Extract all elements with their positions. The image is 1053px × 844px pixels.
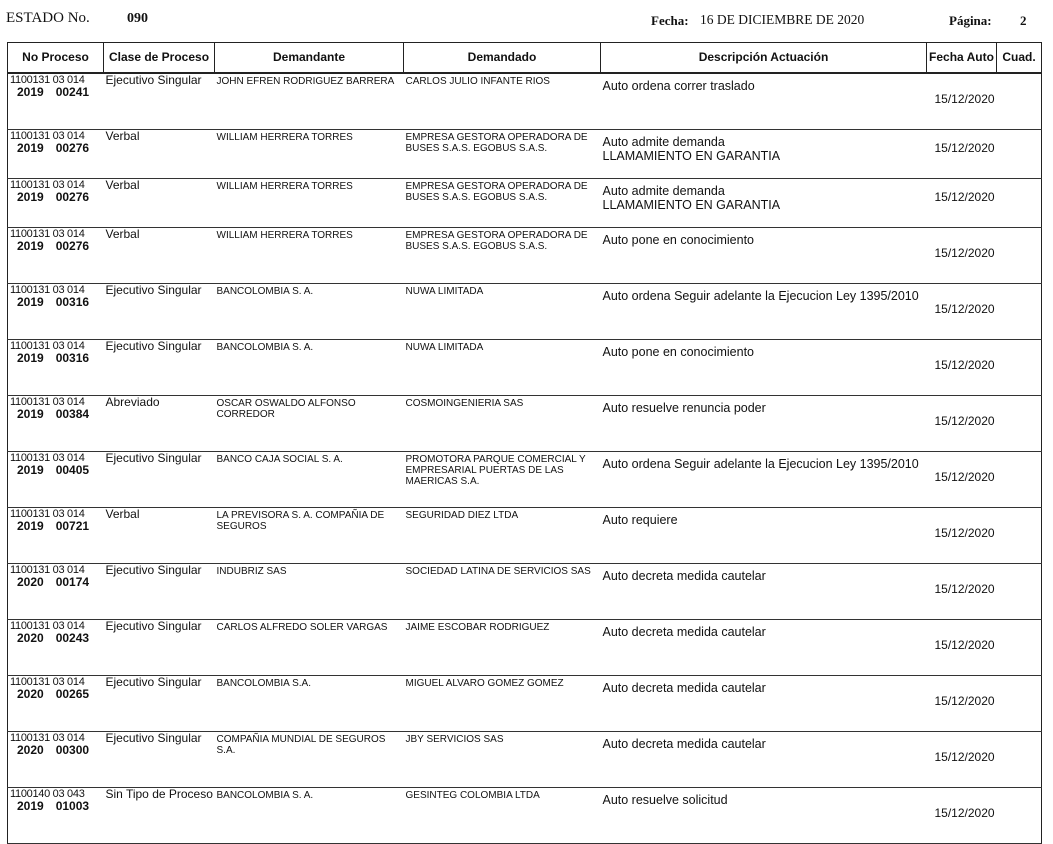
fecha-auto: 15/12/2020: [927, 179, 997, 228]
descripcion-cell: [601, 508, 927, 564]
descripcion-line-1: Auto ordena correr traslado: [602, 79, 755, 93]
demandado-cell: [404, 396, 601, 452]
clase-cell: [104, 228, 215, 284]
clase-cell: [104, 452, 215, 508]
demandante: JOHN EFREN RODRIGUEZ BARRERA: [216, 76, 395, 87]
proceso-year: 2020: [17, 743, 44, 757]
descripcion-cell: [601, 396, 927, 452]
clase-proceso: Ejecutivo Singular: [105, 731, 202, 745]
descripcion-line-1: Auto resuelve renuncia poder: [602, 401, 766, 415]
fecha-auto: 15/12/2020: [927, 788, 997, 844]
clase-cell: [104, 340, 215, 396]
proceso-code: 1100131 03 014: [10, 340, 85, 352]
table-row[interactable]: [8, 452, 1042, 508]
demandado-cell: [404, 73, 601, 130]
demandado-cell: [404, 508, 601, 564]
proceso-year: 2019: [17, 141, 44, 155]
table-row[interactable]: [8, 228, 1042, 284]
proceso-cell: [8, 452, 104, 508]
demandado: NUWA LIMITADA: [405, 286, 484, 297]
table-row[interactable]: [8, 564, 1042, 620]
descripcion-cell: [601, 676, 927, 732]
demandante-cell: [215, 620, 404, 676]
demandado-cell: [404, 284, 601, 340]
demandante-cell: [215, 73, 404, 130]
proceso-year: 2019: [17, 239, 44, 253]
demandado-cell: [404, 788, 601, 844]
clase-cell: [104, 620, 215, 676]
demandante-cell: [215, 179, 404, 228]
col-header-cuad: Cuad.: [997, 43, 1042, 74]
cuad-cell: [997, 564, 1042, 620]
proceso-number: 00174: [55, 575, 90, 589]
cuad-cell: [997, 130, 1042, 179]
proceso-number: 00405: [55, 463, 90, 477]
table-row[interactable]: [8, 73, 1042, 130]
proceso-year: 2019: [17, 295, 44, 309]
proceso-code: 1100131 03 014: [10, 676, 85, 688]
cuad-cell: [997, 676, 1042, 732]
demandante: WILLIAM HERRERA TORRES: [216, 132, 353, 143]
proceso-number: 00276: [55, 190, 90, 204]
descripcion-line-2: LLAMAMIENTO EN GARANTIA: [602, 149, 781, 163]
fecha-auto: 15/12/2020: [927, 228, 997, 284]
proceso-year: 2019: [17, 351, 44, 365]
demandante-cell: [215, 732, 404, 788]
col-header-demandante: Demandante: [215, 43, 404, 74]
proceso-cell: [8, 130, 104, 179]
table-row[interactable]: [8, 340, 1042, 396]
proceso-number: 00276: [55, 239, 90, 253]
proceso-code: 1100140 03 043: [10, 788, 85, 800]
demandado-cell: [404, 179, 601, 228]
clase-proceso: Ejecutivo Singular: [105, 283, 202, 297]
proceso-cell: [8, 228, 104, 284]
demandante: INDUBRIZ SAS: [216, 566, 287, 577]
descripcion-cell: [601, 452, 927, 508]
demandante: BANCOLOMBIA S.A.: [216, 678, 311, 689]
demandante-cell: [215, 340, 404, 396]
proceso-number: 00721: [55, 519, 90, 533]
clase-proceso: Ejecutivo Singular: [105, 675, 202, 689]
demandante: CARLOS ALFREDO SOLER VARGAS: [216, 622, 388, 633]
actuaciones-table: [7, 42, 1042, 844]
demandado-cell: [404, 676, 601, 732]
proceso-code: 1100131 03 014: [10, 396, 85, 408]
proceso-code: 1100131 03 014: [10, 284, 85, 296]
table-row[interactable]: [8, 179, 1042, 228]
descripcion-line-2: LLAMAMIENTO EN GARANTIA: [602, 198, 781, 212]
cuad-cell: [997, 340, 1042, 396]
clase-proceso: Sin Tipo de Proceso: [105, 787, 213, 801]
demandado-cell: [404, 620, 601, 676]
clase-cell: [104, 676, 215, 732]
clase-cell: [104, 73, 215, 130]
proceso-cell: [8, 788, 104, 844]
descripcion-line-1: Auto decreta medida cautelar: [602, 569, 766, 583]
fecha-auto: 15/12/2020: [927, 620, 997, 676]
descripcion-line-1: Auto decreta medida cautelar: [602, 681, 766, 695]
cuad-cell: [997, 284, 1042, 340]
col-header-descripcion: Descripción Actuación: [601, 43, 927, 74]
clase-proceso: Abreviado: [105, 395, 160, 409]
clase-cell: [104, 564, 215, 620]
proceso-code: 1100131 03 014: [10, 130, 85, 142]
cuad-cell: [997, 73, 1042, 130]
proceso-year: 2020: [17, 687, 44, 701]
descripcion-cell: [601, 564, 927, 620]
proceso-cell: [8, 340, 104, 396]
proceso-code: 1100131 03 014: [10, 508, 85, 520]
demandante-cell: [215, 284, 404, 340]
fecha-value: 16 DE DICIEMBRE DE 2020: [700, 12, 865, 27]
clase-proceso: Verbal: [105, 227, 140, 241]
proceso-code: 1100131 03 014: [10, 732, 85, 744]
proceso-cell: [8, 73, 104, 130]
fecha-auto: 15/12/2020: [927, 340, 997, 396]
table-row[interactable]: [8, 396, 1042, 452]
descripcion-line-1: Auto ordena Seguir adelante la Ejecucion Ley 1395/2010: [602, 457, 919, 471]
proceso-number: 00276: [55, 141, 90, 155]
table-header-row: [8, 43, 1042, 74]
descripcion-line-1: Auto requiere: [602, 513, 678, 527]
descripcion-line-1: Auto decreta medida cautelar: [602, 737, 766, 751]
clase-cell: [104, 508, 215, 564]
pagina-value: 2: [1020, 13, 1027, 28]
clase-proceso: Verbal: [105, 178, 140, 192]
descripcion-cell: [601, 620, 927, 676]
clase-proceso: Verbal: [105, 129, 140, 143]
demandante: BANCO CAJA SOCIAL S. A.: [216, 454, 343, 465]
proceso-number: 00316: [55, 351, 90, 365]
proceso-year: 2020: [17, 575, 44, 589]
proceso-cell: [8, 396, 104, 452]
proceso-number: 00384: [55, 407, 90, 421]
descripcion-line-1: Auto pone en conocimiento: [602, 233, 754, 247]
estado-label: ESTADO No.: [6, 10, 90, 26]
demandante: BANCOLOMBIA S. A.: [216, 342, 314, 353]
clase-proceso: Ejecutivo Singular: [105, 619, 202, 633]
proceso-cell: [8, 620, 104, 676]
demandante-cell: [215, 130, 404, 179]
descripcion-cell: [601, 179, 927, 228]
proceso-cell: [8, 284, 104, 340]
demandante-cell: [215, 452, 404, 508]
proceso-cell: [8, 508, 104, 564]
demandado: JBY SERVICIOS SAS: [405, 734, 504, 745]
col-header-clase: Clase de Proceso: [104, 43, 215, 74]
fecha-label: Fecha:: [651, 13, 689, 28]
col-header-demandado: Demandado: [404, 43, 601, 74]
clase-proceso: Ejecutivo Singular: [105, 339, 202, 353]
proceso-number: 00241: [55, 85, 90, 99]
fecha-auto: 15/12/2020: [927, 732, 997, 788]
demandado: EMPRESA GESTORA OPERADORA DE BUSES S.A.S. EGOBUS S.A.S.: [405, 132, 588, 154]
demandado-cell: [404, 564, 601, 620]
descripcion-cell: [601, 284, 927, 340]
proceso-number: 00265: [55, 687, 90, 701]
demandado-cell: [404, 130, 601, 179]
clase-cell: [104, 788, 215, 844]
demandante-cell: [215, 788, 404, 844]
descripcion-line-1: Auto admite demanda: [602, 184, 725, 198]
proceso-year: 2019: [17, 85, 44, 99]
demandante: LA PREVISORA S. A. COMPAÑIA DE SEGUROS: [216, 510, 385, 532]
table-row[interactable]: [8, 732, 1042, 788]
cuad-cell: [997, 396, 1042, 452]
clase-proceso: Ejecutivo Singular: [105, 563, 202, 577]
cuad-cell: [997, 508, 1042, 564]
demandante: WILLIAM HERRERA TORRES: [216, 230, 353, 241]
demandante: OSCAR OSWALDO ALFONSO CORREDOR: [216, 398, 356, 420]
proceso-code: 1100131 03 014: [10, 564, 85, 576]
proceso-year: 2019: [17, 799, 44, 813]
fecha-auto: 15/12/2020: [927, 284, 997, 340]
clase-cell: [104, 284, 215, 340]
proceso-cell: [8, 676, 104, 732]
cuad-cell: [997, 452, 1042, 508]
proceso-year: 2019: [17, 519, 44, 533]
descripcion-line-1: Auto pone en conocimiento: [602, 345, 754, 359]
descripcion-cell: [601, 130, 927, 179]
clase-cell: [104, 130, 215, 179]
demandante-cell: [215, 396, 404, 452]
proceso-code: 1100131 03 014: [10, 74, 85, 86]
table-row[interactable]: [8, 508, 1042, 564]
cuad-cell: [997, 620, 1042, 676]
table-row[interactable]: [8, 130, 1042, 179]
clase-proceso: Ejecutivo Singular: [105, 73, 202, 87]
cuad-cell: [997, 179, 1042, 228]
cuad-cell: [997, 228, 1042, 284]
fecha-auto: 15/12/2020: [927, 676, 997, 732]
descripcion-cell: [601, 228, 927, 284]
demandado: NUWA LIMITADA: [405, 342, 484, 353]
demandado: COSMOINGENIERIA SAS: [405, 398, 524, 409]
fecha-auto: 15/12/2020: [927, 564, 997, 620]
demandado: CARLOS JULIO INFANTE RIOS: [405, 76, 550, 87]
fecha-auto: 15/12/2020: [927, 452, 997, 508]
col-header-fecha-auto: Fecha Auto: [927, 43, 997, 74]
demandado: EMPRESA GESTORA OPERADORA DE BUSES S.A.S. EGOBUS S.A.S.: [405, 181, 588, 203]
demandante: BANCOLOMBIA S. A.: [216, 286, 314, 297]
descripcion-line-1: Auto admite demanda: [602, 135, 725, 149]
pagina-label: Página:: [949, 13, 992, 28]
demandante-cell: [215, 676, 404, 732]
proceso-code: 1100131 03 014: [10, 228, 85, 240]
demandado: SOCIEDAD LATINA DE SERVICIOS SAS: [405, 566, 591, 577]
demandado-cell: [404, 732, 601, 788]
fecha-auto: 15/12/2020: [927, 73, 997, 130]
demandado: GESINTEG COLOMBIA LTDA: [405, 790, 540, 801]
clase-cell: [104, 396, 215, 452]
demandante-cell: [215, 508, 404, 564]
proceso-year: 2019: [17, 190, 44, 204]
descripcion-cell: [601, 340, 927, 396]
demandado: SEGURIDAD DIEZ LTDA: [405, 510, 519, 521]
descripcion-line-1: Auto resuelve solicitud: [602, 793, 728, 807]
demandado: MIGUEL ALVARO GOMEZ GOMEZ: [405, 678, 564, 689]
descripcion-cell: [601, 73, 927, 130]
demandado: JAIME ESCOBAR RODRIGUEZ: [405, 622, 550, 633]
proceso-number: 00300: [55, 743, 90, 757]
table-row[interactable]: [8, 676, 1042, 732]
descripcion-line-1: Auto ordena Seguir adelante la Ejecucion Ley 1395/2010: [602, 289, 919, 303]
proceso-number: 01003: [55, 799, 90, 813]
proceso-number: 00243: [55, 631, 90, 645]
fecha-auto: 15/12/2020: [927, 508, 997, 564]
table-row[interactable]: [8, 284, 1042, 340]
proceso-number: 00316: [55, 295, 90, 309]
demandado: EMPRESA GESTORA OPERADORA DE BUSES S.A.S. EGOBUS S.A.S.: [405, 230, 588, 252]
demandado: PROMOTORA PARQUE COMERCIAL Y EMPRESARIAL PUERTAS DE LAS MAERICAS S.A.: [405, 454, 586, 487]
demandante: COMPAÑIA MUNDIAL DE SEGUROS S.A.: [216, 734, 386, 756]
proceso-code: 1100131 03 014: [10, 620, 85, 632]
descripcion-cell: [601, 732, 927, 788]
cuad-cell: [997, 788, 1042, 844]
fecha-auto: 15/12/2020: [927, 396, 997, 452]
demandante-cell: [215, 228, 404, 284]
clase-cell: [104, 732, 215, 788]
clase-proceso: Verbal: [105, 507, 140, 521]
demandante-cell: [215, 564, 404, 620]
estado-number: 090: [127, 11, 148, 26]
proceso-year: 2019: [17, 407, 44, 421]
table-row[interactable]: [8, 620, 1042, 676]
demandado-cell: [404, 340, 601, 396]
proceso-year: 2019: [17, 463, 44, 477]
proceso-code: 1100131 03 014: [10, 452, 85, 464]
proceso-cell: [8, 179, 104, 228]
fecha-auto: 15/12/2020: [927, 130, 997, 179]
proceso-cell: [8, 564, 104, 620]
proceso-cell: [8, 732, 104, 788]
proceso-year: 2020: [17, 631, 44, 645]
demandante: BANCOLOMBIA S. A.: [216, 790, 314, 801]
clase-cell: [104, 179, 215, 228]
demandado-cell: [404, 452, 601, 508]
col-header-no-proceso: No Proceso: [8, 43, 104, 74]
descripcion-cell: [601, 788, 927, 844]
demandante: WILLIAM HERRERA TORRES: [216, 181, 353, 192]
proceso-code: 1100131 03 014: [10, 179, 85, 191]
descripcion-line-1: Auto decreta medida cautelar: [602, 625, 766, 639]
table-row[interactable]: [8, 788, 1042, 844]
cuad-cell: [997, 732, 1042, 788]
clase-proceso: Ejecutivo Singular: [105, 451, 202, 465]
demandado-cell: [404, 228, 601, 284]
